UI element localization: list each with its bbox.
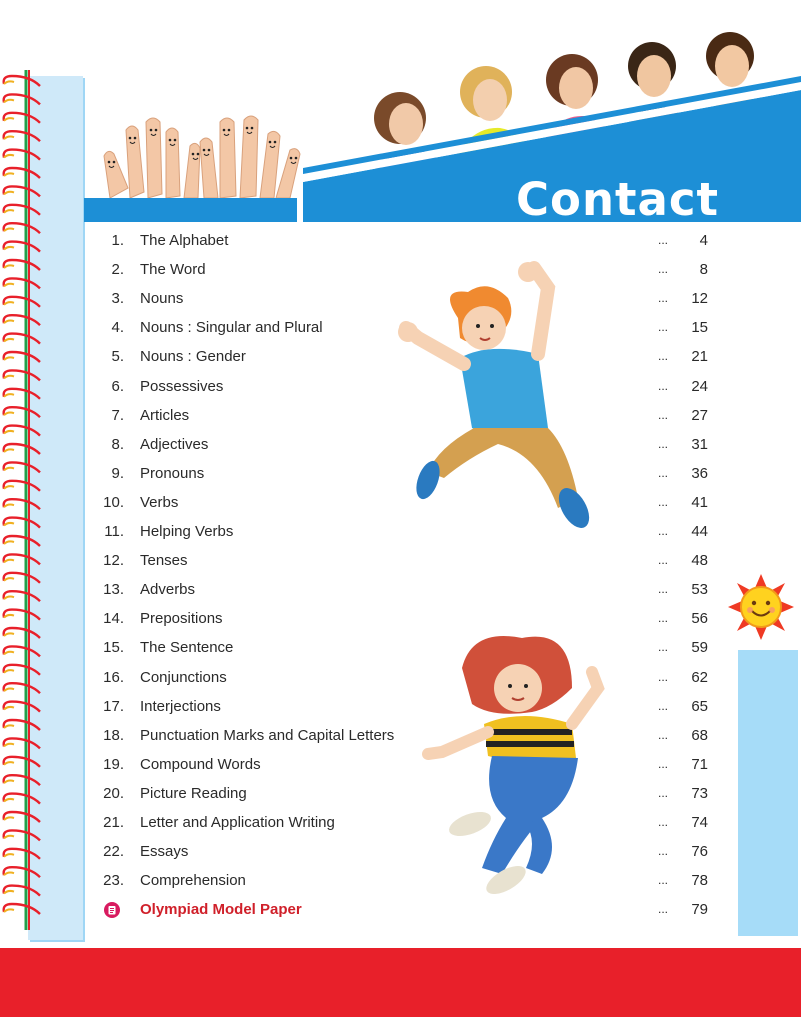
toc-number: 11. [104,523,124,540]
toc-page-number: 8 [699,261,708,279]
toc-dots: ... [658,844,669,859]
toc-title: The Alphabet [140,232,229,249]
toc-title: The Word [140,261,206,279]
spiral-coil-highlight [4,118,14,121]
toc-row [0,342,801,371]
toc-row [0,721,801,750]
toc-title: Essays [140,843,189,861]
toc-dots: ... [658,640,669,655]
toc-page-number: 44 [691,523,708,540]
toc-page-number: 41 [691,493,708,511]
toc-dots: ... [658,902,669,917]
toc-page-number: 71 [691,755,708,773]
toc-row [0,866,801,895]
toc-number: 12. [103,552,124,570]
toc-number: 17. [103,697,124,715]
toc-row [0,517,801,546]
toc-title: Articles [140,406,190,424]
book-icon [104,902,120,918]
toc-row [0,226,801,255]
toc-number: 14. [103,610,124,628]
toc-row [0,633,801,662]
toc-title: Conjunctions [140,668,227,686]
toc-dots: ... [658,262,669,277]
toc-dots: ... [658,756,669,771]
toc-number: 21. [103,814,124,831]
toc-row-olympiad [0,895,801,924]
toc-page-number: 27 [691,406,708,424]
toc-page-number: 73 [691,784,708,802]
toc-dots: ... [658,582,669,597]
toc-row [0,779,801,808]
toc-row [0,604,801,633]
toc-row [0,313,801,342]
toc-dots: ... [658,233,669,247]
toc-number: 8. [111,435,124,453]
toc-row [0,546,801,575]
toc-number: 10. [103,493,124,511]
spiral-coil-highlight [4,210,14,213]
toc-title: Prepositions [140,610,223,628]
toc-dots: ... [658,349,669,364]
toc-number: 4. [111,319,124,337]
toc-page-number: 15 [691,319,708,337]
toc-row [0,663,801,692]
toc-title: Nouns : Gender [140,348,246,366]
toc-title: Interjections [140,697,221,715]
toc-number: 19. [103,755,124,773]
toc-number: 2. [111,261,124,279]
toc-row [0,692,801,721]
toc-dots: ... [658,873,669,888]
toc-dots: ... [658,320,669,335]
toc-page-number: 21 [691,348,708,366]
toc-number: 20. [103,784,124,802]
toc-page-number: 65 [691,697,708,715]
toc-page-number: 36 [691,464,708,482]
spiral-coil-highlight [4,81,14,84]
toc-row [0,255,801,284]
toc-dots: ... [658,611,669,626]
toc-page-number: 76 [691,843,708,861]
toc-page-number: 59 [691,639,708,657]
header-left-bar [84,198,297,222]
toc-dots: ... [658,378,669,393]
toc-number: 7. [111,406,124,424]
toc-number: 22. [103,843,124,861]
toc-dots: ... [658,494,669,509]
toc-title: Adjectives [140,435,209,453]
toc-page-number: 12 [691,290,708,308]
toc-row [0,750,801,779]
toc-title: Possessives [140,377,224,395]
toc-number: 16. [103,668,124,686]
toc-page-number: 68 [691,726,708,744]
toc-title: Punctuation Marks and Capital Letters [140,726,395,744]
toc-number: 23. [103,872,124,890]
toc-row [0,837,801,866]
toc-title: The Sentence [140,639,234,657]
toc-row [0,575,801,604]
toc-row [0,372,801,401]
toc-number: 5. [111,348,124,366]
toc-dots: ... [658,698,669,713]
toc-page-number: 79 [691,901,708,919]
toc-dots: ... [658,524,669,538]
toc-row [0,808,801,837]
toc-row [0,284,801,313]
toc-dots: ... [658,291,669,306]
toc-number: 15. [103,639,124,657]
toc-number: 18. [103,726,124,744]
toc-page-number: 31 [691,435,708,453]
toc-number: 6. [111,377,124,395]
page-title: Contact [516,173,720,226]
toc-title: Nouns : Singular and Plural [140,319,323,337]
bottom-red-band [0,948,801,1017]
toc-title: Adverbs [140,581,196,599]
spiral-coil-highlight [4,173,14,176]
toc-number: 9. [111,464,124,482]
toc-dots: ... [658,407,669,422]
toc-page-number: 53 [691,581,708,599]
toc-title: Comprehension [140,872,246,890]
toc-page-number: 74 [691,814,708,831]
toc-number: 1. [111,232,124,249]
spiral-coil-highlight [4,137,14,140]
toc-page-number: 24 [691,377,708,395]
toc-row [0,430,801,459]
toc-page-number: 62 [691,668,708,686]
toc-title: Picture Reading [140,784,247,802]
toc-row [0,401,801,430]
toc-title: Verbs [140,493,179,511]
toc-dots: ... [658,785,669,800]
toc-page-number: 48 [691,552,708,570]
toc-title: Compound Words [140,755,261,773]
toc-number: 13. [103,581,124,599]
spiral-coil-highlight [4,192,14,195]
toc-dots: ... [658,436,669,451]
finger-faces-illustration [100,112,306,200]
toc-page-number: 78 [691,872,708,890]
toc-dots: ... [658,465,669,480]
toc-dots: ... [658,553,669,568]
toc-dots: ... [658,669,669,684]
toc-title: Helping Verbs [140,523,234,540]
toc-title: Letter and Application Writing [140,814,335,831]
toc-dots: ... [658,727,669,742]
toc-title: Pronouns [140,464,205,482]
toc-title: Tenses [140,552,188,570]
toc-dots: ... [658,815,669,829]
spiral-coil-highlight [4,155,14,158]
toc-number: 3. [111,290,124,308]
spiral-coil-highlight [4,100,14,103]
toc-title: Nouns [140,290,184,308]
toc-title-olympiad: Olympiad Model Paper [140,901,302,919]
toc-row [0,488,801,517]
toc-page-number: 56 [691,610,708,628]
toc-page-number: 4 [699,232,708,249]
toc-row [0,459,801,488]
